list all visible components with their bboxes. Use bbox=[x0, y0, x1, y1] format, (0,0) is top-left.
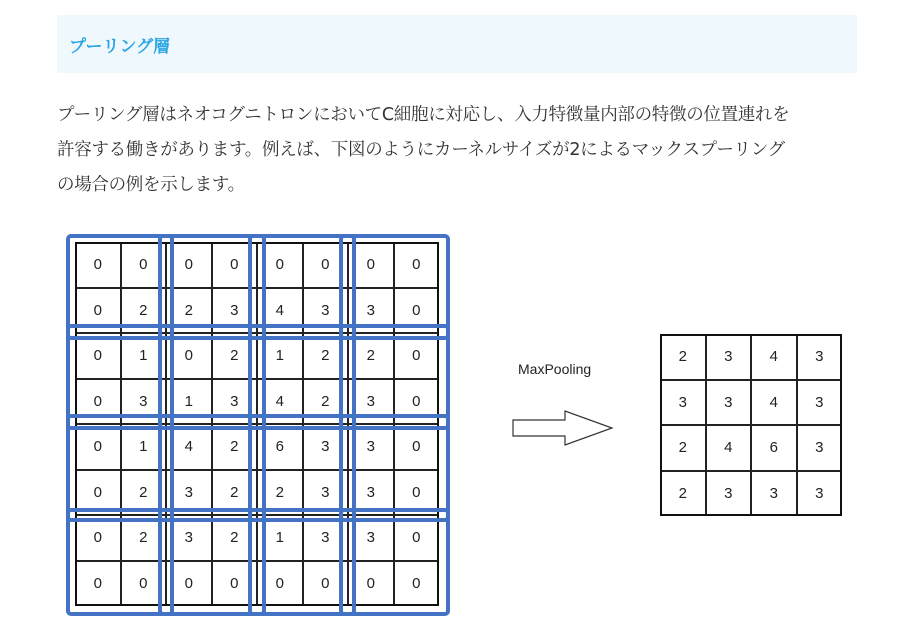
input-cell: 3 bbox=[303, 470, 349, 516]
input-cell: 0 bbox=[75, 379, 121, 425]
input-cell: 2 bbox=[212, 470, 258, 516]
input-cell: 1 bbox=[257, 515, 303, 561]
input-cell: 3 bbox=[121, 379, 167, 425]
input-cell: 0 bbox=[394, 333, 440, 379]
maxpooling-label: MaxPooling bbox=[518, 361, 592, 377]
output-cell: 2 bbox=[660, 334, 706, 380]
input-cell: 3 bbox=[348, 515, 394, 561]
paragraph-line: プーリング層はネオコグニトロンにおいてC細胞に対応し、入力特徴量内部の特徴の位置連れを bbox=[57, 105, 790, 125]
input-cell: 2 bbox=[121, 470, 167, 516]
output-cell: 3 bbox=[660, 380, 706, 426]
input-cell: 2 bbox=[121, 288, 167, 334]
output-cell: 3 bbox=[706, 380, 752, 426]
paragraph-line: 許容する働きがあります。例えば、下図のようにカーネルサイズが2によるマックスプーリング bbox=[57, 140, 785, 160]
input-cell: 1 bbox=[121, 424, 167, 470]
output-cell: 6 bbox=[751, 425, 797, 471]
input-cell: 4 bbox=[257, 379, 303, 425]
input-cell: 0 bbox=[257, 561, 303, 607]
input-cell: 2 bbox=[166, 288, 212, 334]
input-cell: 2 bbox=[257, 470, 303, 516]
output-cell: 3 bbox=[797, 471, 843, 517]
input-cell: 2 bbox=[212, 333, 258, 379]
input-cell: 0 bbox=[166, 333, 212, 379]
right-arrow-icon bbox=[513, 411, 612, 445]
input-cell: 0 bbox=[394, 515, 440, 561]
input-cell: 2 bbox=[348, 333, 394, 379]
output-cell: 3 bbox=[706, 471, 752, 517]
input-cell: 2 bbox=[212, 424, 258, 470]
input-cell: 0 bbox=[75, 470, 121, 516]
input-cell: 0 bbox=[75, 242, 121, 288]
output-cell: 3 bbox=[797, 334, 843, 380]
input-cell: 2 bbox=[303, 333, 349, 379]
input-cell: 1 bbox=[257, 333, 303, 379]
input-cell: 3 bbox=[303, 515, 349, 561]
output-cell: 3 bbox=[797, 425, 843, 471]
input-cell: 6 bbox=[257, 424, 303, 470]
input-cell: 0 bbox=[166, 242, 212, 288]
output-cell: 4 bbox=[751, 380, 797, 426]
output-cell: 3 bbox=[751, 471, 797, 517]
output-cell: 4 bbox=[751, 334, 797, 380]
input-cell: 3 bbox=[166, 470, 212, 516]
input-cell: 0 bbox=[121, 242, 167, 288]
input-cell: 1 bbox=[121, 333, 167, 379]
output-cell: 4 bbox=[706, 425, 752, 471]
input-cell: 0 bbox=[212, 561, 258, 607]
input-cell: 0 bbox=[394, 424, 440, 470]
input-cell: 3 bbox=[348, 379, 394, 425]
input-cell: 0 bbox=[394, 470, 440, 516]
input-cell: 4 bbox=[257, 288, 303, 334]
input-cell: 3 bbox=[348, 288, 394, 334]
input-cell: 2 bbox=[303, 379, 349, 425]
input-cell: 0 bbox=[303, 242, 349, 288]
input-cell: 3 bbox=[212, 379, 258, 425]
input-cell: 0 bbox=[75, 515, 121, 561]
input-cell: 3 bbox=[303, 424, 349, 470]
section-title: プーリング層 bbox=[69, 36, 171, 57]
input-cell: 0 bbox=[75, 333, 121, 379]
input-cell: 0 bbox=[257, 242, 303, 288]
input-cell: 0 bbox=[394, 242, 440, 288]
output-cell: 2 bbox=[660, 425, 706, 471]
paragraph-line: の場合の例を示します。 bbox=[57, 175, 245, 195]
output-cell: 3 bbox=[706, 334, 752, 380]
body-paragraph bbox=[57, 98, 862, 203]
input-cell: 3 bbox=[348, 424, 394, 470]
input-cell: 0 bbox=[121, 561, 167, 607]
input-cell: 0 bbox=[348, 561, 394, 607]
input-cell: 4 bbox=[166, 424, 212, 470]
input-cell: 3 bbox=[348, 470, 394, 516]
input-cell: 2 bbox=[212, 515, 258, 561]
output-cell: 2 bbox=[660, 471, 706, 517]
input-cell: 0 bbox=[303, 561, 349, 607]
input-cell: 0 bbox=[394, 379, 440, 425]
input-cell: 0 bbox=[166, 561, 212, 607]
input-cell: 0 bbox=[394, 561, 440, 607]
input-cell: 0 bbox=[75, 288, 121, 334]
input-cell: 0 bbox=[212, 242, 258, 288]
input-cell: 1 bbox=[166, 379, 212, 425]
output-cell: 3 bbox=[797, 380, 843, 426]
input-cell: 0 bbox=[394, 288, 440, 334]
section-header bbox=[57, 15, 857, 73]
input-cell: 3 bbox=[303, 288, 349, 334]
input-cell: 0 bbox=[348, 242, 394, 288]
input-cell: 3 bbox=[166, 515, 212, 561]
input-cell: 0 bbox=[75, 424, 121, 470]
input-cell: 0 bbox=[75, 561, 121, 607]
input-cell: 3 bbox=[212, 288, 258, 334]
input-cell: 2 bbox=[121, 515, 167, 561]
